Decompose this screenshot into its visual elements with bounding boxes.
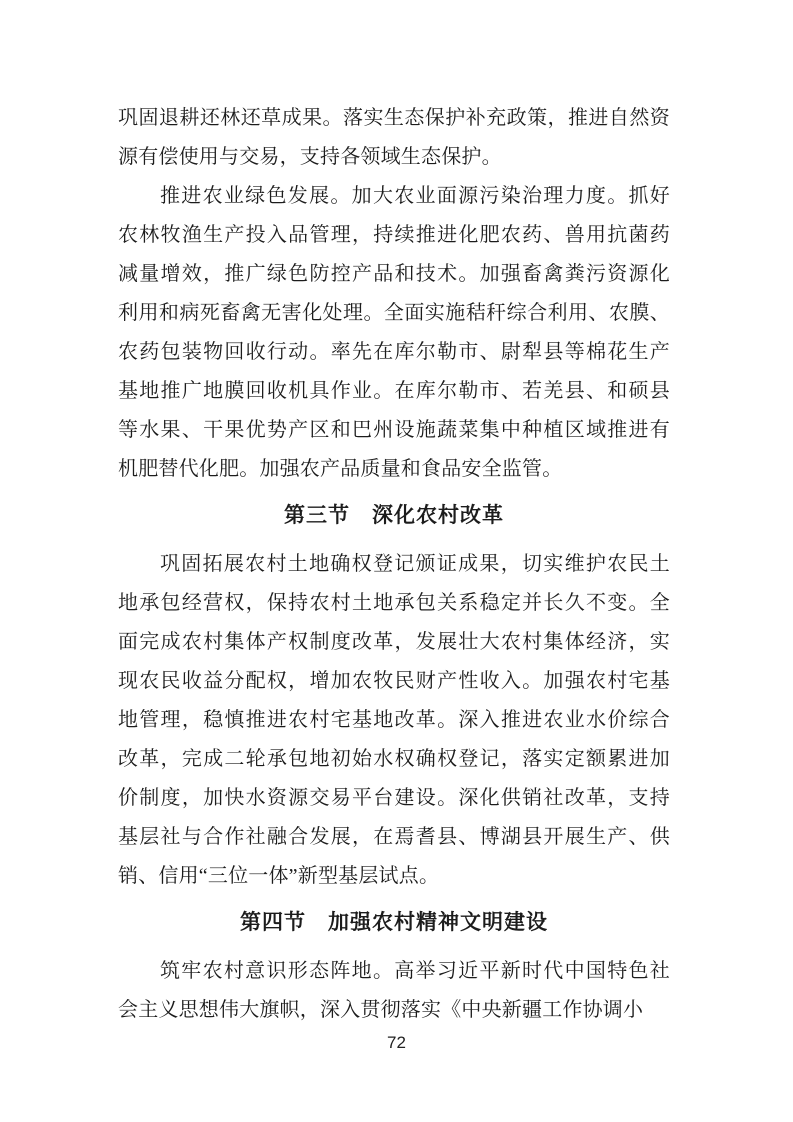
text-line: 销、信用“三位一体”新型基层试点。 (118, 865, 440, 887)
text-line: 利用和病死畜禽无害化处理。全面实施秸秆综合利用、农膜、 (118, 302, 670, 324)
paragraph (118, 177, 670, 489)
document-text-body (118, 99, 670, 1030)
text-line: 农林牧渔生产投入品管理，持续推进化肥农药、兽用抗菌药 (118, 224, 670, 246)
text-line: 地管理，稳慎推进农村宅基地改革。深入推进农业水价综合 (118, 709, 670, 731)
text-line: 现农民收益分配权，增加农牧民财产性收入。加强农村宅基 (118, 670, 670, 692)
text-line: 源有偿使用与交易，支持各领域生态保护。 (118, 146, 502, 168)
text-line: 农药包装物回收行动。率先在库尔勒市、尉犁县等棉花生产 (118, 341, 670, 363)
paragraph (118, 952, 670, 1030)
text-line: 筑牢农村意识形态阵地。高举习近平新时代中国特色社 (160, 960, 670, 982)
text-line: 等水果、干果优势产区和巴州设施蔬菜集中种植区域推进有 (118, 419, 670, 441)
text-line: 巩固退耕还林还草成果。落实生态保护补充政策，推进自然资 (118, 107, 670, 129)
text-line: 会主义思想伟大旗帜，深入贯彻落实《中央新疆工作协调小 (118, 999, 644, 1021)
text-line: 价制度，加快水资源交易平台建设。深化供销社改革，支持 (118, 787, 670, 809)
page-number: 72 (387, 1033, 406, 1052)
text-line: 减量增效，推广绿色防控产品和技术。加强畜禽粪污资源化 (118, 263, 670, 285)
text-line: 面完成农村集体产权制度改革，发展壮大农村集体经济，实 (118, 631, 670, 653)
paragraph (118, 99, 670, 177)
text-line: 基地推广地膜回收机具作业。在库尔勒市、若羌县、和硕县 (118, 380, 670, 402)
text-line: 基层社与合作社融合发展，在焉耆县、博湖县开展生产、供 (118, 826, 670, 848)
paragraph (118, 545, 670, 896)
text-line: 改革，完成二轮承包地初始水权确权登记，落实定额累进加 (118, 748, 670, 770)
text-line: 机肥替代化肥。加强农产品质量和食品安全监管。 (118, 458, 563, 480)
text-line: 地承包经营权，保持农村土地承包关系稳定并长久不变。全 (118, 592, 670, 614)
text-line: 巩固拓展农村土地确权登记颁证成果，切实维护农民土 (160, 553, 670, 575)
text-line: 推进农业绿色发展。加大农业面源污染治理力度。抓好 (160, 185, 670, 207)
section-heading: 第四节 加强农村精神文明建设 (240, 910, 548, 934)
section-heading: 第三节 深化农村改革 (284, 503, 504, 527)
page-footer (0, 1033, 793, 1053)
